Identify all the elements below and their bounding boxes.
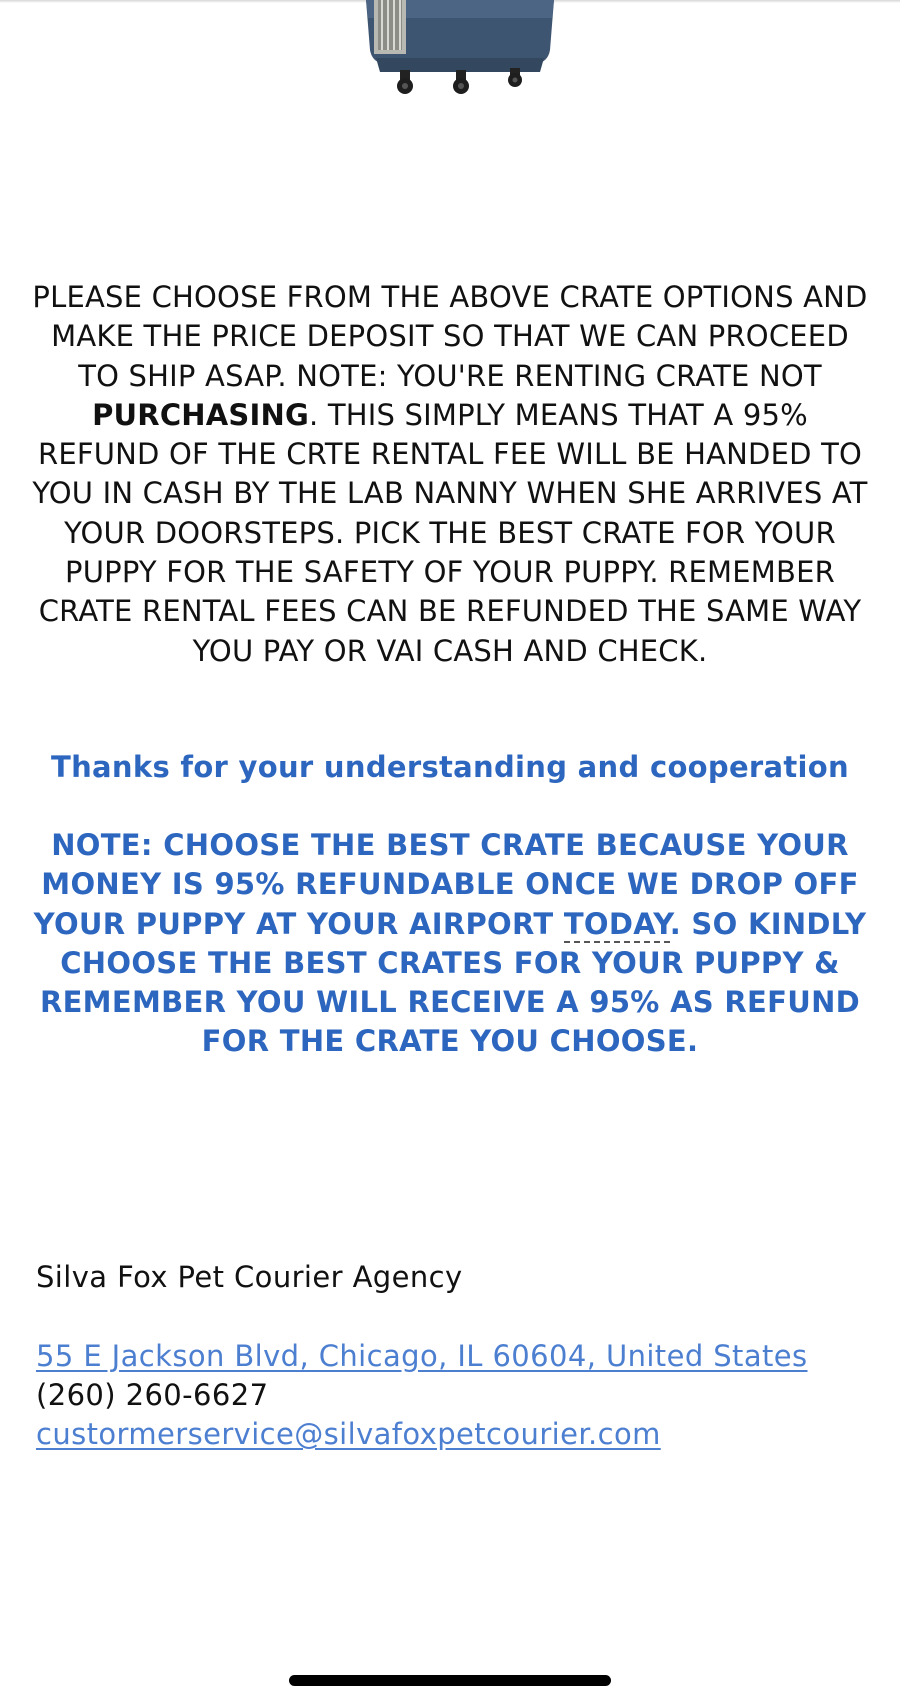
crate-instructions-text [30,278,870,671]
instructions-emphasis: PURCHASING [92,397,309,432]
refund-note-before: NOTE: CHOOSE THE BEST CRATE BECAUSE YOUR MONEY IS 95% REFUNDABLE ONCE WE DROP OFF YOUR PUPPY AT YOUR AIRPORT [33,828,859,941]
instructions-intro: PLEASE CHOOSE FROM THE ABOVE CRATE OPTIONS AND MAKE THE PRICE DEPOSIT SO THAT WE CAN PROCEED TO SHIP ASAP. NOTE: YOU'RE RENTING CRATE NOT [32,280,868,393]
refund-note [30,826,870,1062]
pet-crate-image [360,0,560,96]
refund-note-after: . SO KINDLY CHOOSE THE BEST CRATES FOR YOUR PUPPY & REMEMBER YOU WILL RECEIVE A 95% AS REFUND FOR THE CRATE YOU CHOOSE. [39,906,867,1059]
email-link[interactable]: custormerservice@silvafoxpetcourier.com [36,1417,661,1452]
instructions-rest: . THIS SIMPLY MEANS THAT A 95% REFUND OF THE CRTE RENTAL FEE WILL BE HANDED TO YOU IN CASH BY THE LAB NANNY WHEN SHE ARRIVES AT YOUR DOORSTEPS. PICK THE BEST CRATE FOR YOUR PUPPY FOR THE SAFETY OF YOUR PUPPY. REMEMBER CRATE RENTAL FEES CAN BE REFUNDED THE SAME WAY YOU PAY OR VAI CASH AND CHECK. [32,397,868,668]
thanks-message: Thanks for your understanding and cooperation [51,750,849,784]
agency-signature [36,1258,876,1454]
agency-name: Silva Fox Pet Courier Agency [36,1260,463,1294]
detected-date-link[interactable]: TODAY [563,906,670,941]
phone-number[interactable]: (260) 260-6627 [36,1377,269,1412]
home-indicator[interactable] [289,1675,611,1686]
address-link[interactable]: 55 E Jackson Blvd, Chicago, IL 60604, United States [36,1338,808,1373]
spacer [36,1297,876,1336]
